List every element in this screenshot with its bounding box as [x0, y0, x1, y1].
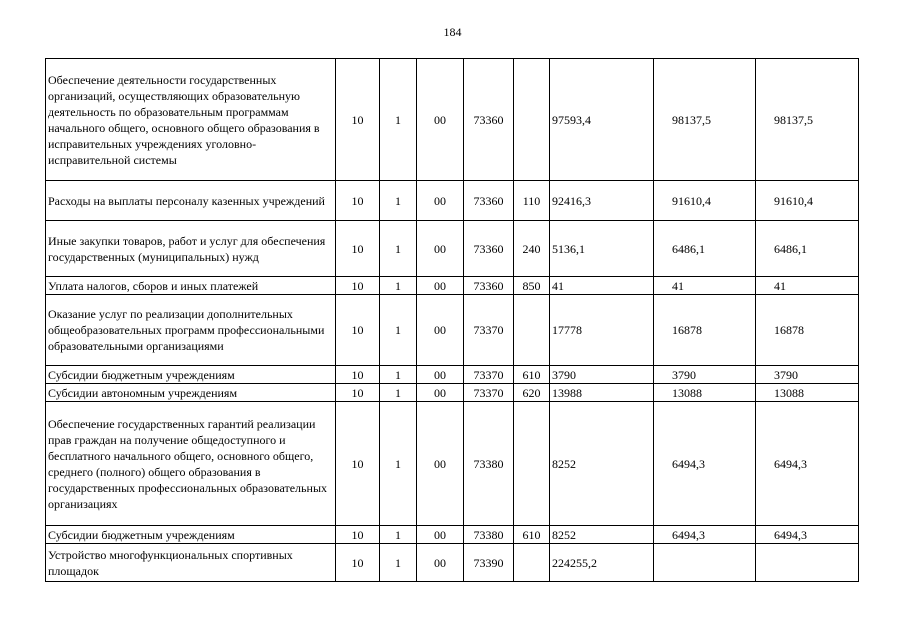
value-year-3: 3790: [756, 366, 859, 384]
subsection-code: 1: [380, 221, 417, 277]
row-name: Расходы на выплаты персоналу казенных учреждений: [46, 181, 336, 221]
expense-type-code: 110: [514, 181, 550, 221]
program-code: 00: [417, 526, 464, 544]
table-row: [46, 526, 859, 544]
program-code: 00: [417, 295, 464, 366]
section-code: 10: [336, 366, 380, 384]
value-year-2: 41: [654, 277, 756, 295]
program-code: 00: [417, 544, 464, 582]
program-code: 00: [417, 366, 464, 384]
article-code: 73390: [464, 544, 514, 582]
value-year-3: 91610,4: [756, 181, 859, 221]
expense-type-code: [514, 544, 550, 582]
value-year-3: [756, 544, 859, 582]
row-name: Субсидии бюджетным учреждениям: [46, 366, 336, 384]
row-name: Оказание услуг по реализации дополнительных общеобразовательных программ профессиональными образовательными организациями: [46, 295, 336, 366]
expense-type-code: [514, 402, 550, 526]
section-code: 10: [336, 544, 380, 582]
section-code: 10: [336, 181, 380, 221]
value-year-2: [654, 544, 756, 582]
value-year-3: 16878: [756, 295, 859, 366]
row-name: Субсидии бюджетным учреждениям: [46, 526, 336, 544]
section-code: 10: [336, 221, 380, 277]
section-code: 10: [336, 277, 380, 295]
subsection-code: 1: [380, 181, 417, 221]
article-code: 73360: [464, 59, 514, 181]
expense-type-code: 620: [514, 384, 550, 402]
article-code: 73370: [464, 366, 514, 384]
article-code: 73360: [464, 277, 514, 295]
table-row: [46, 295, 859, 366]
value-year-1: 8252: [550, 526, 654, 544]
value-year-1: 92416,3: [550, 181, 654, 221]
program-code: 00: [417, 59, 464, 181]
expense-type-code: 850: [514, 277, 550, 295]
section-code: 10: [336, 295, 380, 366]
table-row: [46, 59, 859, 181]
value-year-3: 6486,1: [756, 221, 859, 277]
table-row: [46, 277, 859, 295]
article-code: 73380: [464, 402, 514, 526]
row-name: Субсидии автономным учреждениям: [46, 384, 336, 402]
program-code: 00: [417, 181, 464, 221]
value-year-1: 8252: [550, 402, 654, 526]
table-row: [46, 221, 859, 277]
article-code: 73360: [464, 221, 514, 277]
value-year-1: 5136,1: [550, 221, 654, 277]
section-code: 10: [336, 384, 380, 402]
value-year-2: 6494,3: [654, 402, 756, 526]
subsection-code: 1: [380, 526, 417, 544]
value-year-2: 91610,4: [654, 181, 756, 221]
section-code: 10: [336, 526, 380, 544]
section-code: 10: [336, 402, 380, 526]
value-year-1: 97593,4: [550, 59, 654, 181]
value-year-1: 13988: [550, 384, 654, 402]
value-year-2: 3790: [654, 366, 756, 384]
article-code: 73380: [464, 526, 514, 544]
subsection-code: 1: [380, 384, 417, 402]
subsection-code: 1: [380, 59, 417, 181]
article-code: 73370: [464, 295, 514, 366]
value-year-1: 17778: [550, 295, 654, 366]
program-code: 00: [417, 221, 464, 277]
expense-type-code: [514, 295, 550, 366]
value-year-1: 224255,2: [550, 544, 654, 582]
table-row: [46, 366, 859, 384]
row-name: Иные закупки товаров, работ и услуг для обеспечения государственных (муниципальных) нужд: [46, 221, 336, 277]
subsection-code: 1: [380, 366, 417, 384]
row-name: Обеспечение государственных гарантий реализации прав граждан на получение общедоступного и бесплатного начального общего, основного общего, среднего (полного) общего образования в государственных профессиональных образовательных организациях: [46, 402, 336, 526]
table-row: [46, 544, 859, 582]
article-code: 73370: [464, 384, 514, 402]
budget-table: [45, 58, 859, 582]
value-year-3: 13088: [756, 384, 859, 402]
value-year-2: 16878: [654, 295, 756, 366]
value-year-2: 13088: [654, 384, 756, 402]
subsection-code: 1: [380, 295, 417, 366]
subsection-code: 1: [380, 402, 417, 526]
value-year-1: 41: [550, 277, 654, 295]
expense-type-code: 240: [514, 221, 550, 277]
program-code: 00: [417, 402, 464, 526]
value-year-3: 6494,3: [756, 402, 859, 526]
table-row: [46, 402, 859, 526]
expense-type-code: 610: [514, 366, 550, 384]
subsection-code: 1: [380, 544, 417, 582]
section-code: 10: [336, 59, 380, 181]
value-year-3: 41: [756, 277, 859, 295]
value-year-2: 98137,5: [654, 59, 756, 181]
article-code: 73360: [464, 181, 514, 221]
program-code: 00: [417, 384, 464, 402]
page-number: 184: [443, 25, 462, 39]
table-row: [46, 181, 859, 221]
value-year-2: 6494,3: [654, 526, 756, 544]
value-year-3: 98137,5: [756, 59, 859, 181]
value-year-2: 6486,1: [654, 221, 756, 277]
row-name: Обеспечение деятельности государственных организаций, осуществляющих образовательную деятельность по образовательным программам начального общего, основного общего образования в исправительных учреждениях уголовно-исправительной системы: [46, 59, 336, 181]
row-name: Устройство многофункциональных спортивных площадок: [46, 544, 336, 582]
value-year-3: 6494,3: [756, 526, 859, 544]
program-code: 00: [417, 277, 464, 295]
expense-type-code: 610: [514, 526, 550, 544]
expense-type-code: [514, 59, 550, 181]
subsection-code: 1: [380, 277, 417, 295]
table-row: [46, 384, 859, 402]
row-name: Уплата налогов, сборов и иных платежей: [46, 277, 336, 295]
value-year-1: 3790: [550, 366, 654, 384]
